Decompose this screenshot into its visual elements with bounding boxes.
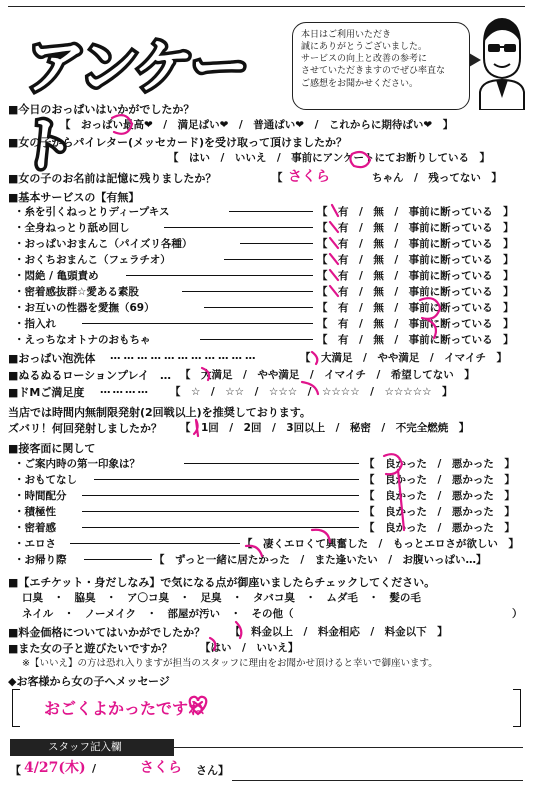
shots-line1: 当店では時間内無制限発射(2回戦以上)を推奨しております。 [8,406,311,419]
erotic-row [14,536,523,551]
bubble-line: 誠にありがとうございました。 [301,42,428,53]
staff-suffix: さん】 [196,764,229,777]
price-title: ■ 料金価格についてはいかがでしたか？ [8,624,205,640]
erotic-row-choice[interactable]: 【 凄くエロくて興奮した / もっとエロさが欲しい 】 [242,538,519,550]
service-row-choice[interactable]: 【 有 / 無 / 事前に断っている 】 [317,334,514,346]
staff-slash: / [92,762,97,775]
q1-title: ■ 今日のおっぱいはいかがでしたか？ [8,101,194,117]
service-row-label: ・おくちおまんこ（フェラチオ） [14,254,171,266]
service-row-choice[interactable]: 【 有 / 無 / 事前に断っている 】 [317,286,514,298]
hospitality-row-choice[interactable]: 【 良かった / 悪かった 】 [364,458,515,470]
etiquette-options-2[interactable]: ネイル ・ ノーメイク ・ 部屋が汚い ・ その他（ [22,608,294,620]
goodbye-row [14,552,523,567]
hospitality-row [14,472,523,487]
leader-line [200,339,313,340]
hospitality-row [14,488,523,503]
hospitality-row-choice[interactable]: 【 良かった / 悪かった 】 [364,522,515,534]
q3-handwritten-name[interactable]: さくら [288,169,330,185]
shots-line2: ズバリ！何回発射しましたか？ [8,422,162,435]
service-row [14,204,523,219]
service-row [14,252,523,267]
service-row-label: ・全身ねっとり舐め回し [14,222,130,234]
again-note: ※【いいえ】の方は恐れ入りますが担当のスタッフに理由をお聞かせ頂けると幸いで御座います。 [22,658,438,669]
service-row [14,316,523,331]
service-row-choice[interactable]: 【 有 / 無 / 事前に断っている 】 [317,206,514,218]
q3-suffix[interactable]: ちゃん / 残ってない 】 [372,172,502,184]
lotion-title: ■ ぬるぬるローションプレイ … [8,367,171,383]
hospitality-row [14,520,523,535]
q2-title: ■ 女の子からパイレター(メッセカード)を受け取って頂けましたか？ [8,134,347,150]
m-play-options[interactable]: 【 ☆ / ☆☆ / ☆☆☆ / ☆☆☆☆ / ☆☆☆☆☆ 】 [170,386,453,398]
bubble-line: 本日はご利用いただき [301,30,392,40]
leader-line [182,291,313,292]
leader-line [82,323,313,324]
hospitality-title: ■ 接客面に関して [8,440,95,456]
staff-section-bar: スタッフ記入欄 [10,739,174,756]
bubble-line: ご感想をお聞かせください。 [301,78,419,89]
leader-line [94,479,359,480]
staff-section-rule [174,747,523,748]
etiquette-options-1[interactable]: 口臭 ・ 脇臭 ・ ア〇コ臭 ・ 足臭 ・ タバコ臭 ・ ムダ毛 ・ 髪の毛 [22,592,421,604]
etiquette-title: ■ 【エチケット・身だしなみ】で気になる点が御座いましたらチェックしてください。 [8,574,435,590]
message-handwritten[interactable]: おごくよかったですね [44,699,205,718]
leader-line [70,543,240,544]
lotion-options[interactable]: 【 大満足 / やや満足 / イマイチ / 希望してない 】 [180,369,475,381]
q3-title: ■ 女の子のお名前は記憶に残りましたか？ [8,170,216,186]
leader-line [204,307,313,308]
q3-open-bracket: 【 [272,172,283,184]
staff-underline [232,780,523,781]
service-row-label: ・糸を引くねっとりディープキス [14,206,170,218]
manager-avatar-icon [474,14,530,110]
leader-line [84,559,152,560]
goodbye-row-label: ・お帰り際 [14,554,67,566]
m-play-dots: ………… [100,384,150,396]
goodbye-row-choice[interactable]: 【 ずっと一緒に居たかった / また逢いたい / お腹いっぱい…】 [154,554,487,566]
leader-line [224,259,313,260]
service-row [14,268,523,283]
message-box-left-bracket [12,689,20,727]
bubble-line: サービスの向上と改善の参考に [301,54,428,65]
service-row-label: ・指入れ [14,318,56,330]
service-row [14,332,523,347]
leader-line [164,227,313,228]
etiquette-close: ） [512,608,523,620]
service-row [14,284,523,299]
foam-dots: …………………………… [110,350,259,362]
service-row-label: ・お互いの性器を愛撫（69） [14,302,155,314]
hospitality-row-label: ・ご案内時の第一印象は？ [14,458,140,470]
leader-line [82,511,359,512]
service-row-label: ・悶絶 / 亀頭責め [14,270,99,282]
staff-date-handwritten[interactable]: 4/27(木) [24,760,86,776]
hospitality-row-label: ・積極性 [14,506,56,518]
message-title: ◆ お客様から女の子へメッセージ [8,673,170,689]
hospitality-row-label: ・おもてなし [14,474,77,486]
service-row-choice[interactable]: 【 有 / 無 / 事前に断っている 】 [317,254,514,266]
staff-open-bracket: 【 [10,764,21,777]
leader-line [240,243,313,244]
leader-line [184,463,359,464]
heart-doodle-icon [186,694,210,716]
logo-text: アンケート [14,33,251,179]
top-rule [8,6,525,7]
service-row-choice[interactable]: 【 有 / 無 / 事前に断っている 】 [317,222,514,234]
m-play-title: ■ ドMご満足度 [8,384,84,400]
hospitality-row [14,504,523,519]
foam-title: ■ おっぱい泡洗体 [8,350,95,366]
service-row-choice[interactable]: 【 有 / 無 / 事前に断っている 】 [317,302,514,314]
leader-line [82,527,359,528]
hospitality-row-choice[interactable]: 【 良かった / 悪かった 】 [364,474,515,486]
erotic-row-label: ・エロさ [14,538,56,550]
service-row-choice[interactable]: 【 有 / 無 / 事前に断っている 】 [317,318,514,330]
service-row-label: ・密着感抜群☆愛ある素股 [14,286,139,298]
basic-services-title: ■ 基本サービスの【有無】 [8,189,139,205]
bubble-line: させていただきますのでぜひ率直な [301,66,446,77]
staff-row [10,762,21,778]
q1-options[interactable]: 【 おっぱい最高❤ / 満足ぱい❤ / 普通ぱい❤ / これからに期待ぱい❤ 】 [60,119,454,131]
service-row-choice[interactable]: 【 有 / 無 / 事前に断っている 】 [317,270,514,282]
leader-line [82,495,359,496]
service-row-choice[interactable]: 【 有 / 無 / 事前に断っている 】 [317,238,514,250]
hospitality-row-label: ・密着感 [14,522,56,534]
hospitality-row-label: ・時間配分 [14,490,67,502]
greeting-bubble [292,22,470,110]
message-box-right-bracket [513,689,521,727]
price-options[interactable]: 【 料金以上 / 料金相応 / 料金以下 】 [230,626,448,638]
hospitality-row-choice[interactable]: 【 良かった / 悪かった 】 [364,506,515,518]
again-title: ■ また女の子と遊びたいですか？ [8,640,172,656]
again-options[interactable]: 【はい / いいえ】 [200,642,299,654]
staff-name-handwritten[interactable]: さくら [140,760,182,776]
hospitality-row [14,456,523,471]
leader-line [229,211,313,212]
service-row [14,300,523,315]
q2-options[interactable]: 【 はい / いいえ / 事前にアンケートにてお断りしている 】 [168,152,491,164]
service-row-label: ・おっぱいおまんこ（パイズリ各種） [14,238,193,250]
leader-line [126,275,313,276]
service-row-label: ・えっちなオトナのおもちゃ [14,334,151,346]
service-row [14,220,523,235]
shots-options[interactable]: 【 1回 / 2回 / 3回以上 / 秘密 / 不完全燃焼 】 [180,422,470,434]
hospitality-row-choice[interactable]: 【 良かった / 悪かった 】 [364,490,515,502]
service-row [14,236,523,251]
foam-options[interactable]: 【 大満足 / やや満足 / イマイチ 】 [300,352,507,364]
